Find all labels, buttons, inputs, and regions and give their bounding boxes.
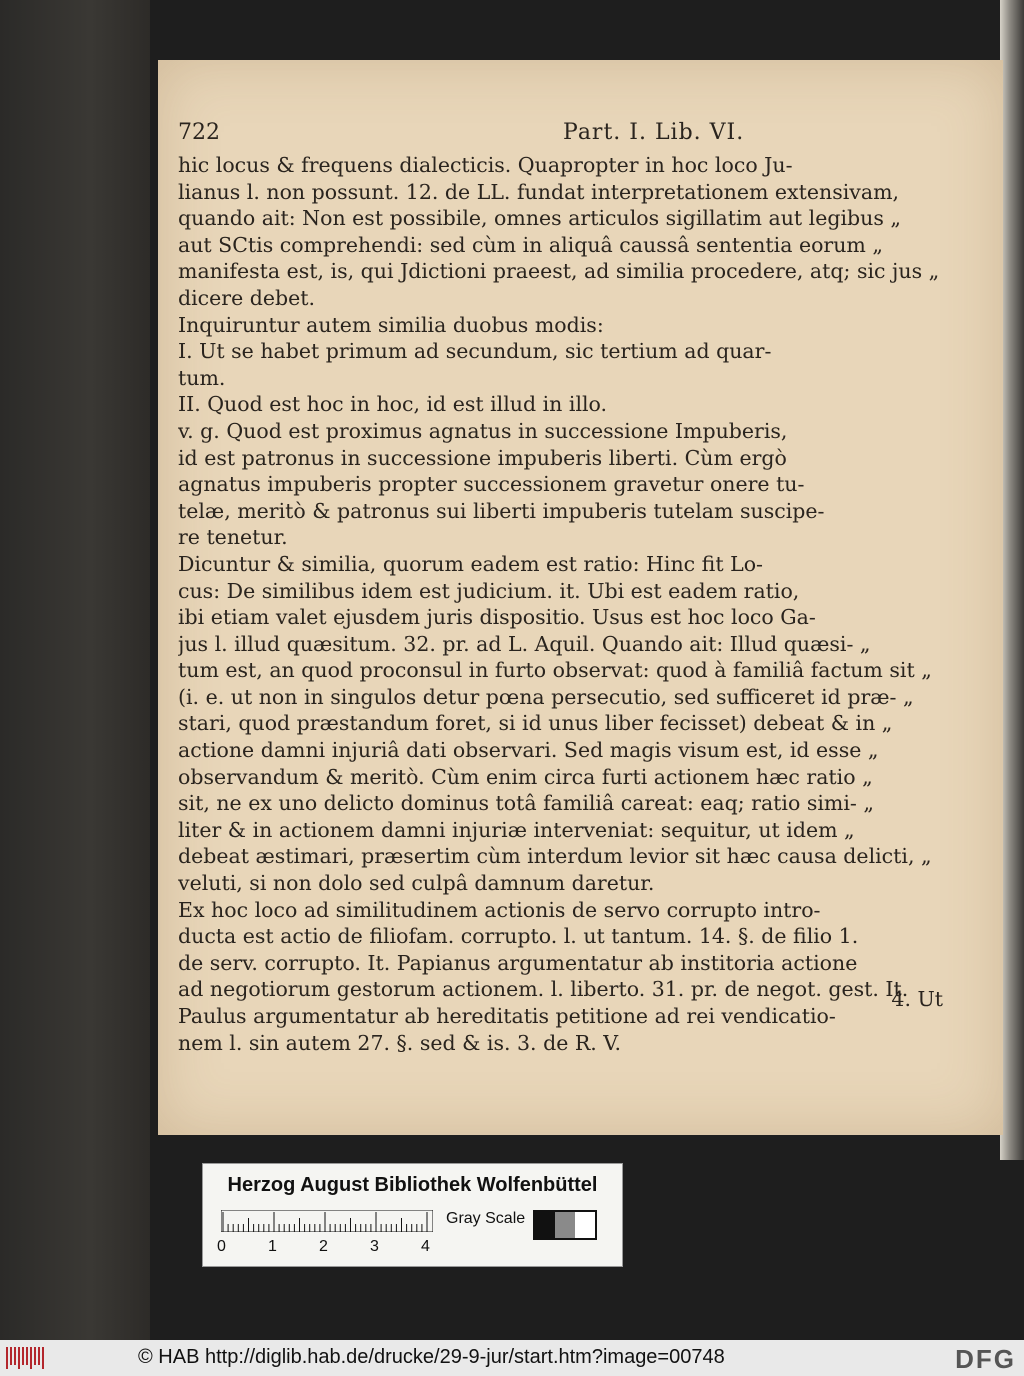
gray-scale-swatches — [533, 1210, 597, 1240]
text-line: nem l. sin autem 27. §. sed & is. 3. de R. V. — [178, 1030, 622, 1055]
text-line: manifesta est, is, qui Jdictioni praeest, ad similia procedere, atq; sic jus „ — [178, 259, 940, 284]
gray-swatch — [555, 1212, 575, 1238]
text-line: actione damni injuriâ dati observari. Sed magis visum est, id esse „ — [178, 738, 879, 763]
scan-background-right — [1000, 0, 1024, 1160]
text-line: I. Ut se habet primum ad secundum, sic tertium ad quar- — [178, 339, 772, 364]
catchword: 4. Ut — [891, 987, 943, 1011]
color-calibration-card — [202, 1163, 623, 1267]
text-line: tum. — [178, 365, 226, 390]
text-line: tum est, an quod proconsul in furto observat: quod à familiâ factum sit „ — [178, 658, 932, 683]
text-line: liter & in actionem damni injuriæ interveniat: sequitur, ut idem „ — [178, 817, 855, 842]
text-line: Paulus argumentatur ab hereditatis petitione ad rei vendicatio- — [178, 1004, 836, 1028]
text-line: id est patronus in successione impuberis liberti. Cùm ergò — [178, 445, 787, 470]
text-line: ad negotiorum gestorum actionem. l. liberto. 31. pr. de negot. gest. It. — [178, 977, 909, 1002]
footer-bar — [0, 1340, 1024, 1376]
text-line: stari, quod præstandum foret, si id unus liber fecisset) debeat & in „ — [178, 711, 893, 736]
scan-background-left — [0, 0, 150, 1340]
ruler-number: 2 — [319, 1238, 328, 1255]
text-line: ducta est actio de filiofam. corrupto. l. ut tantum. 14. §. de filio 1. — [178, 924, 859, 949]
library-name: Herzog August Bibliothek Wolfenbüttel — [227, 1174, 598, 1196]
page-number: 722 — [178, 120, 220, 145]
gray-scale-label: Gray Scale — [446, 1210, 526, 1227]
page-header — [178, 120, 968, 150]
ruler-numbers — [217, 1238, 457, 1260]
text-line: sit, ne ex uno delicto dominus totâ familiâ careat: eaq; ratio simi- „ — [178, 791, 874, 816]
text-line: (i. e. ut non in singulos detur pœna persecutio, sed sufficeret id præ- „ — [178, 684, 914, 709]
text-line: re tenetur. — [178, 525, 288, 550]
text-line: II. Quod est hoc in hoc, id est illud in illo. — [178, 392, 608, 417]
text-line: veluti, si non dolo sed culpâ damnum daretur. — [178, 871, 655, 896]
gray-swatch — [575, 1212, 595, 1238]
credit-line: © HAB http://diglib.hab.de/drucke/29-9-jur/start.htm?image=00748 — [138, 1346, 725, 1368]
body-text — [178, 152, 968, 1056]
ruler — [221, 1210, 433, 1232]
gray-swatch — [535, 1212, 555, 1238]
text-line: aut SCtis comprehendi: sed cùm in aliquâ caussâ sententia eorum „ — [178, 232, 883, 257]
text-line: dicere debet. — [178, 285, 316, 310]
text-line: cus: De similibus idem est judicium. it. Ubi est eadem ratio, — [178, 578, 800, 603]
text-line: v. g. Quod est proximus agnatus in successione Impuberis, — [178, 418, 788, 443]
running-title: Part. I. Lib. VI. — [563, 120, 745, 145]
dfg-logo: DFG — [955, 1344, 1016, 1374]
text-line: agnatus impuberis propter successionem gravetur onere tu- — [178, 472, 805, 497]
text-line: lianus l. non possunt. 12. de LL. fundat interpretationem extensivam, — [178, 179, 900, 204]
text-line: hic locus & frequens dialecticis. Quapropter in hoc loco Ju- — [178, 153, 793, 177]
text-line: jus l. illud quæsitum. 32. pr. ad L. Aquil. Quando ait: Illud quæsi- „ — [178, 631, 871, 656]
hab-logo-icon — [6, 1347, 46, 1369]
text-line: debeat æstimari, præsertim cùm interdum levior sit hæc causa delicti, „ — [178, 844, 932, 869]
ruler-number: 0 — [217, 1238, 226, 1255]
text-line: Dicuntur & similia, quorum eadem est ratio: Hinc fit Lo- — [178, 551, 763, 576]
text-line: de serv. corrupto. It. Papianus argumentatur ab institoria actione — [178, 950, 858, 975]
page-content — [178, 120, 968, 1056]
ruler-number: 3 — [370, 1238, 379, 1255]
text-line: Inquiruntur autem similia duobus modis: — [178, 312, 604, 337]
text-line: telæ, meritò & patronus sui liberti impuberis tutelam suscipe- — [178, 498, 825, 523]
text-line: Ex hoc loco ad similitudinem actionis de servo corrupto intro- — [178, 897, 821, 922]
text-line: ibi etiam valet ejusdem juris dispositio. Usus est hoc loco Ga- — [178, 605, 816, 630]
ruler-number: 4 — [421, 1238, 430, 1255]
text-line: quando ait: Non est possibile, omnes articulos sigillatim aut legibus „ — [178, 206, 901, 231]
ruler-number: 1 — [268, 1238, 277, 1255]
text-line: observandum & meritò. Cùm enim circa furti actionem hæc ratio „ — [178, 764, 873, 789]
